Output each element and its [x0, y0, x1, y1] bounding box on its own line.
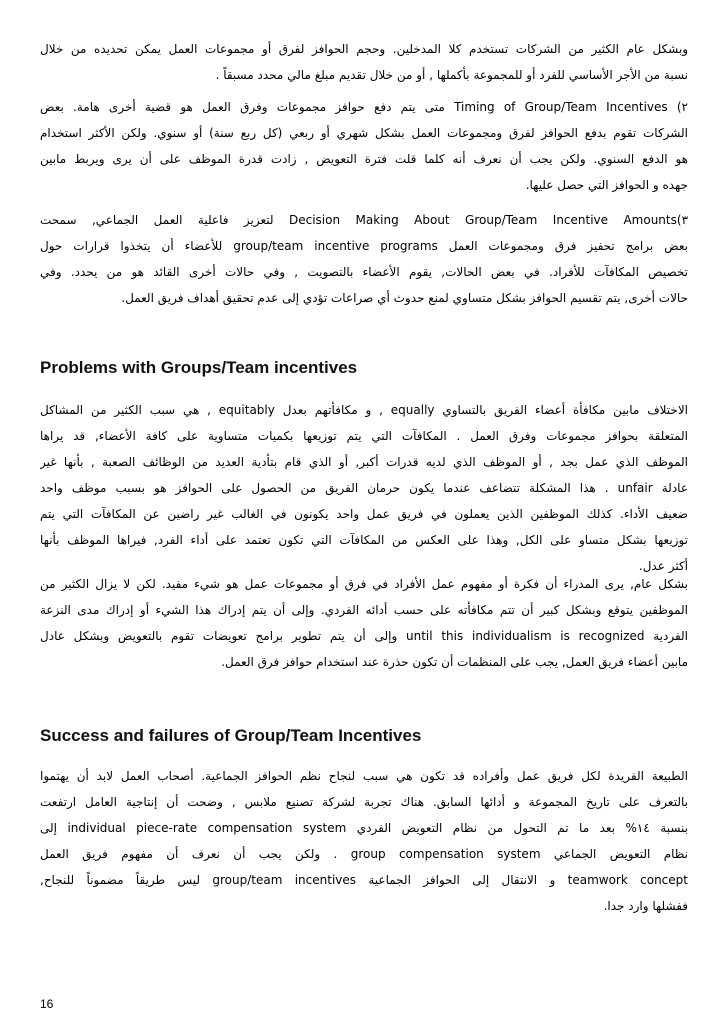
text-line: الطبيعة الفريدة لكل فريق عمل وأفراده قد تكون هي سبب لنجاح نظم الحوافز الجماعية. أصحاب العمل لابد أن يهتموا [40, 769, 688, 783]
text-line: بشكل عام, يرى المدراء أن فكرة أو مفهوم عمل الأفراد في فرق أو مجموعات عمل هو شيء مفيد. لكن لا يزال الكثير من [40, 577, 688, 591]
text-line: الفردية until this individualism is recognized وإلى أن يتم تطوير برامج تعويضات تقوم بالتعويض وبشكل عادل [40, 629, 688, 643]
page-number: 16 [40, 997, 54, 1011]
section-heading-problems: Problems with Groups/Team incentives [40, 358, 358, 377]
text-line: عادلة unfair . هذا المشكلة تتضاعف عندما يكون حرمان الفريق من الحصول على الحوافز هو بسبب موظف واحد [40, 481, 688, 495]
paragraph-approaches [40, 36, 688, 88]
text-line: الاختلاف مابين مكافأة أعضاء الفريق بالتساوي equally , و مكافأتهم بعدل equitably , هي سبب الكثير من المشاكل [40, 403, 688, 417]
text-line: الموظفين يتوقع وبشكل كبير أن تتم مكافأته على حسب أدائه الفردي. وإلى أن يتم إدراك هذا الشيء أو إدراك مدى النزعة [40, 603, 688, 617]
paragraph-problems [40, 397, 688, 579]
text-line: بنسبة ١٤% بعد ما تم التحول من نظام التعويض الفردي individual piece-rate compensation system إلى [40, 821, 688, 835]
text-line: المتعلقة بحوافز مجموعات وفرق العمل . المكافآت التي يتم توزيعها بكميات متساوية على كافة الأعضاء, قد يراها [40, 429, 688, 443]
text-line: ٣)Decision Making About Group/Team Incentive Amounts لتعزيز فاعلية العمل الجماعي, سمحت [40, 213, 688, 227]
text-line: نظام التعويض الجماعي group compensation system . ولكن يجب أن نعرف أن مفهوم فريق العمل [40, 847, 688, 861]
text-line: teamwork concept و الانتقال إلى الحوافز الجماعية group/team incentives ليس طريقاً مضموناً للنجاح, [40, 873, 688, 887]
text-line: جهده و الحوافز التي حصل عليها. [525, 178, 688, 192]
text-line: تخصيص المكافآت للأفراد. في بعض الحالات, يقوم الأعضاء بالتصويت , وفي حالات أخرى القائد هو من يحدد. وفي [40, 265, 688, 279]
paragraph-decision-making [40, 207, 688, 311]
text-line: ففشلها وارد جدا. [603, 899, 688, 913]
text-line: ضعيف الأداء. كذلك الموظفين الذين يعملون في فريق عمل واحد يكونون في الغالب غير راضين عن المكافآت التي يتم [40, 507, 688, 521]
text-line: حالات أخرى, يتم تقسيم الحوافز بشكل متساوي لمنع حدوث أي صراعات تؤدي إلى عدم تحقيق أهداف فريق العمل. [121, 291, 688, 305]
text-line: توزيعها بشكل متساو على الكل, وهذا على العكس من المكافآت التي تكون تعتمد على أداء الفرد, فيراها الموظف بأنها [40, 533, 688, 547]
section-heading-success: Success and failures of Group/Team Incentives [40, 726, 422, 745]
text-line: أكثر عدل. [638, 559, 688, 573]
paragraph-success [40, 763, 688, 919]
text-line: هو الدفع السنوي. ولكن يجب أن نعرف أنه كلما قلت فترة التعويض , زادت قدرة الموظف على أن يرى ويربط مابين [40, 152, 688, 166]
text-line: وبشكل عام الكثير من الشركات تستخدم كلا المدخلين. وحجم الحوافز لفرق أو مجموعات العمل يمكن تحديده من خلال [40, 42, 688, 56]
text-line: ٢) Timing of Group/Team Incentives متى يتم دفع حوافز مجموعات وفرق العمل هو قضية أخرى هامة. بعض [40, 100, 688, 114]
text-line: نسبة من الأجر الأساسي للفرد أو للمجموعة بأكملها , أو من خلال تقديم مبلغ مالي محدد مسبقاً . [215, 68, 688, 82]
text-line: بالتعرف على تاريخ المجموعة و أدائها السابق. هناك تجربة لشركة تصنيع ملابس , وضحت أن إنتاجية العامل ارتفعت [40, 795, 688, 809]
paragraph-managers-view [40, 571, 688, 675]
paragraph-timing [40, 94, 688, 198]
text-line: بعض برامج تحفيز فرق ومجموعات العمل group/team incentive programs للأعضاء أن يتخذوا قرارات حول [40, 239, 688, 253]
text-line: مابين أعضاء فريق العمل, يجب على المنظمات أن تكون حذرة عند استخدام حوافز فرق العمل. [221, 655, 688, 669]
text-line: الشركات تقوم بدفع الحوافز لفرق ومجموعات العمل بشكل شهري أو ربعي (كل ربع سنة) أو سنوي. ولكن الأكثر استخدام [40, 126, 688, 140]
document-page [40, 0, 688, 1030]
text-line: الموظف الذي عمل بجد , أو الموظف الذي لديه قدرات أكبر, أو الذي قام بتأدية العديد من الوظائف الصعبة , بأنها غير [40, 455, 688, 469]
